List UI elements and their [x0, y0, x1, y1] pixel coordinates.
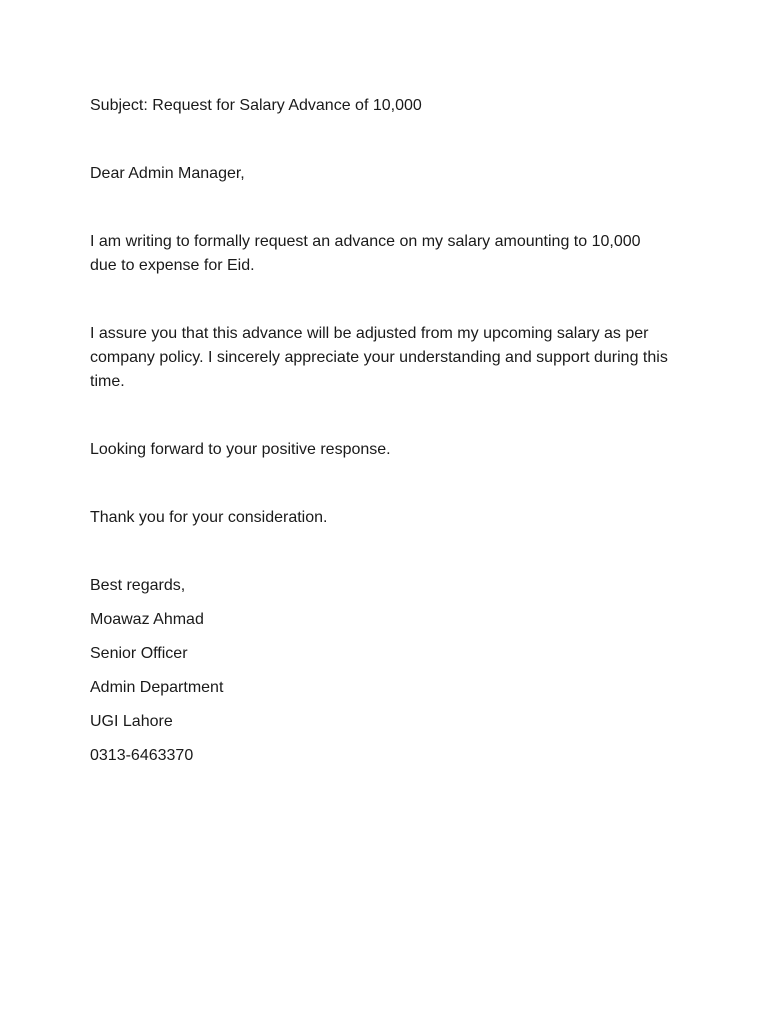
- paragraph-line: due to expense for Eid.: [90, 257, 255, 274]
- closing-thanks-line: Thank you for your consideration.: [90, 509, 328, 526]
- paragraph-line: I assure you that this advance will be adjusted from my upcoming salary as per: [90, 325, 649, 342]
- paragraph-line: I am writing to formally request an advance on my salary amounting to 10,000: [90, 233, 641, 250]
- signature-organization: UGI Lahore: [90, 713, 173, 730]
- signature-name: Moawaz Ahmad: [90, 611, 204, 628]
- letter-body: [90, 94, 690, 778]
- greeting: Dear Admin Manager,: [90, 165, 245, 182]
- paragraph-line: time.: [90, 373, 125, 390]
- signature-phone: 0313-6463370: [90, 747, 194, 764]
- signoff: Best regards,: [90, 577, 186, 594]
- signature-department: Admin Department: [90, 679, 224, 696]
- paragraph-line: company policy. I sincerely appreciate your understanding and support during this: [90, 349, 668, 366]
- subject-line: Subject: Request for Salary Advance of 10,000: [90, 97, 422, 114]
- paragraph-request: [90, 230, 690, 278]
- paragraph-assurance: [90, 322, 690, 394]
- closing-response-line: Looking forward to your positive response.: [90, 441, 391, 458]
- signature-title: Senior Officer: [90, 645, 188, 662]
